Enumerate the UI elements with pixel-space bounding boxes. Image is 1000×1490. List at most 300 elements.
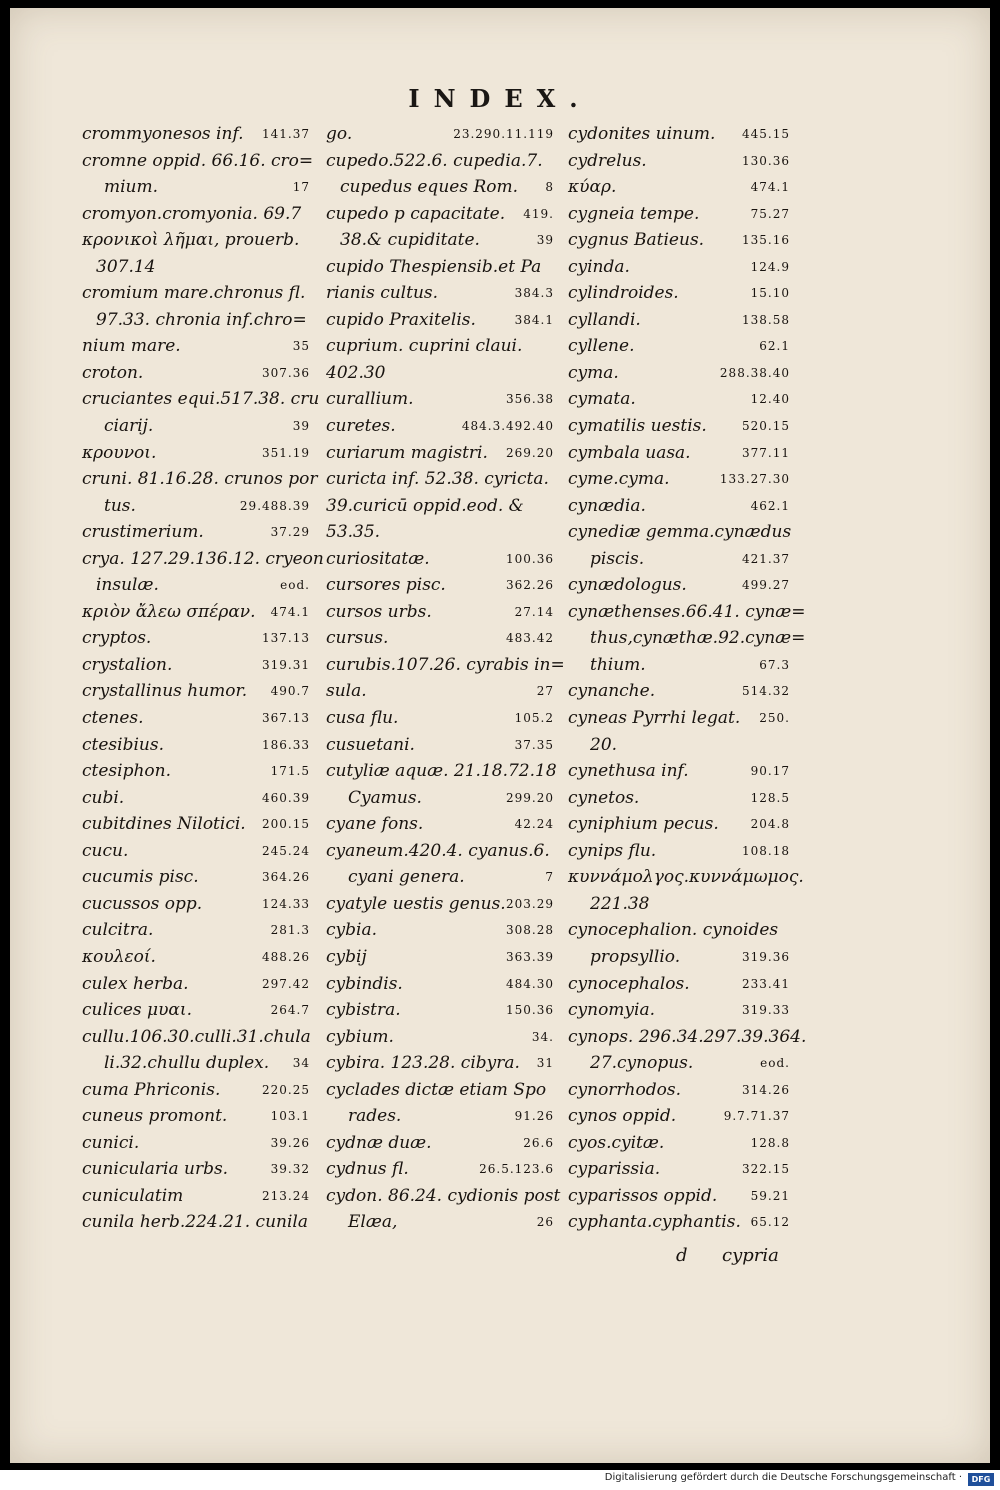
index-entry — [82, 1156, 310, 1183]
entry-reference: 100.36 — [506, 551, 554, 566]
entry-term: cynædologus. — [568, 575, 687, 596]
entry-term: rades. — [348, 1106, 402, 1127]
entry-term: cynocephalos. — [568, 973, 690, 994]
entry-reference: 150.36 — [506, 1003, 554, 1018]
index-entry — [326, 678, 554, 705]
index-entry — [326, 599, 554, 626]
entry-term: cyme.cyma. — [568, 469, 670, 490]
entry-reference: 27.14 — [514, 604, 554, 619]
index-entry — [568, 997, 790, 1024]
index-entry — [568, 386, 790, 413]
index-entry — [568, 1050, 790, 1077]
index-entry — [82, 148, 314, 175]
entry-reference: 460.39 — [262, 790, 310, 805]
entry-term: cyphanta.cyphantis. — [568, 1212, 741, 1233]
index-entry — [82, 1130, 310, 1157]
index-entry — [82, 917, 310, 944]
index-entry — [82, 678, 310, 705]
index-entry — [326, 971, 554, 998]
entry-term: cunici. — [82, 1132, 140, 1153]
entry-term: cyani genera. — [348, 867, 465, 888]
entry-reference: 31 — [536, 1056, 554, 1071]
entry-term: cymata. — [568, 389, 636, 410]
entry-reference: 186.33 — [262, 737, 310, 752]
entry-reference: 322.15 — [742, 1162, 790, 1177]
entry-reference: 128.5 — [750, 790, 790, 805]
index-entry — [568, 1103, 790, 1130]
entry-reference: 90.17 — [750, 764, 790, 779]
entry-reference: 171.5 — [270, 764, 310, 779]
index-entry — [82, 785, 310, 812]
index-entry — [568, 944, 790, 971]
index-entry — [82, 307, 310, 334]
entry-reference: 133.27.30 — [719, 472, 790, 487]
index-entry — [568, 971, 790, 998]
entry-term: cullu.106.30.culli.31.chula — [82, 1026, 311, 1047]
entry-term: cymatilis uestis. — [568, 416, 707, 437]
entry-term: cydrelus. — [568, 150, 647, 171]
entry-term: crommyonesos inf. — [82, 124, 244, 144]
entry-reference: 484.30 — [506, 976, 554, 991]
entry-reference: 135.16 — [742, 233, 790, 248]
signature-mark: d — [676, 1245, 688, 1266]
entry-term: cusa flu. — [326, 708, 399, 729]
entry-reference: 67.3 — [759, 657, 790, 672]
index-entry — [568, 732, 790, 759]
entry-term: cynædia. — [568, 495, 646, 516]
entry-term: cuniculatim — [82, 1185, 184, 1206]
index-entry — [82, 440, 310, 467]
entry-reference: 124.33 — [262, 896, 310, 911]
entry-term: cupido Thespiensib.et Pa — [326, 256, 542, 277]
entry-reference: 27 — [536, 684, 554, 699]
entry-reference: 462.1 — [750, 498, 790, 513]
index-entry — [568, 652, 790, 679]
entry-reference: 8 — [545, 180, 554, 195]
entry-term: culices μυαι. — [82, 1000, 192, 1021]
index-entry — [326, 1209, 554, 1236]
entry-term: cyniphium pecus. — [568, 814, 719, 835]
entry-reference: 124.9 — [750, 259, 790, 274]
entry-term: cupedo.522.6. cupedia.7. — [326, 150, 543, 171]
entry-reference: 367.13 — [262, 711, 310, 726]
entry-term: κύαρ. — [568, 177, 617, 198]
entry-reference: 9.7.71.37 — [723, 1109, 790, 1124]
index-entry — [82, 811, 310, 838]
index-entry — [326, 652, 565, 679]
entry-term: cynetos. — [568, 787, 640, 808]
index-entry — [568, 519, 790, 546]
entry-reference: 15.10 — [750, 286, 790, 301]
index-entry — [82, 599, 310, 626]
entry-reference: 474.1 — [270, 604, 310, 619]
entry-reference: eod. — [280, 578, 310, 593]
entry-term: Cyamus. — [348, 787, 422, 808]
entry-term: cucussos opp. — [82, 893, 203, 914]
entry-term: crystallinus humor. — [82, 681, 248, 702]
entry-term: cyparissos oppid. — [568, 1185, 718, 1206]
entry-term: cynethusa inf. — [568, 761, 689, 782]
index-entry — [568, 1077, 790, 1104]
entry-reference: 364.26 — [262, 870, 310, 885]
entry-reference: 233.41 — [742, 976, 790, 991]
index-entry — [568, 307, 790, 334]
index-entry — [82, 174, 310, 201]
index-entry — [82, 891, 310, 918]
entry-term: sula. — [326, 681, 367, 702]
entry-reference: 42.24 — [514, 817, 554, 832]
entry-reference: 130.36 — [742, 153, 790, 168]
entry-term: cunicularia urbs. — [82, 1159, 229, 1180]
entry-term: cyneas Pyrrhi legat. — [568, 708, 741, 729]
index-entry — [326, 758, 557, 785]
index-entry — [326, 864, 554, 891]
entry-term: 53.35. — [326, 522, 381, 543]
index-entry — [568, 280, 790, 307]
entry-term: cybira. 123.28. cibyra. — [326, 1053, 520, 1074]
index-entry — [568, 1024, 807, 1051]
entry-term: cruni. 81.16.28. crunos por — [82, 469, 318, 490]
index-entry — [326, 121, 554, 148]
index-entry — [82, 758, 310, 785]
entry-reference: 245.24 — [262, 843, 310, 858]
entry-reference: 59.21 — [750, 1188, 790, 1203]
entry-term: 39.curicū oppid.eod. & — [326, 495, 524, 516]
entry-term: cyatyle uestis genus. — [326, 893, 506, 914]
index-entry — [568, 705, 790, 732]
entry-term: cymbala uasa. — [568, 442, 691, 463]
index-entry — [568, 227, 790, 254]
index-entry — [568, 599, 806, 626]
entry-term: cyllandi. — [568, 309, 641, 330]
index-entry — [326, 705, 554, 732]
entry-reference: 363.39 — [506, 949, 554, 964]
entry-reference: 138.58 — [742, 312, 790, 327]
index-entry — [568, 572, 790, 599]
entry-reference: 128.8 — [750, 1135, 790, 1150]
entry-term: cruciantes equi.517.38. cru — [82, 389, 320, 410]
entry-term: piscis. — [590, 548, 645, 569]
entry-reference: 23.290.11.119 — [453, 127, 554, 141]
entry-reference: 474.1 — [750, 180, 790, 195]
entry-term: cupido Praxitelis. — [326, 309, 476, 330]
entry-term: cromium mare.chronus fl. — [82, 283, 306, 304]
index-entry — [82, 838, 310, 865]
entry-term: tus. — [104, 495, 136, 516]
index-entry — [82, 572, 310, 599]
index-entry — [568, 360, 790, 387]
entry-reference: 220.25 — [262, 1082, 310, 1097]
index-entry — [326, 838, 554, 865]
entry-reference: 137.13 — [262, 631, 310, 646]
entry-term: cursos urbs. — [326, 601, 432, 622]
index-entry — [326, 440, 554, 467]
entry-reference: 108.18 — [742, 843, 790, 858]
entry-term: 38.& cupiditate. — [340, 230, 480, 251]
entry-term: crya. 127.29.136.12. cryeon — [82, 548, 324, 569]
index-entry — [82, 1103, 310, 1130]
entry-reference: 362.26 — [506, 578, 554, 593]
index-entry — [568, 811, 790, 838]
entry-reference: 103.1 — [270, 1109, 310, 1124]
entry-reference: 7 — [545, 870, 554, 885]
index-entry — [326, 1024, 554, 1051]
entry-reference: 29.488.39 — [239, 498, 310, 513]
index-entry — [568, 148, 790, 175]
index-entry — [568, 413, 790, 440]
entry-term: curetes. — [326, 416, 396, 437]
entry-term: cydnus fl. — [326, 1159, 409, 1180]
entry-reference: 319.31 — [262, 657, 310, 672]
index-entry — [82, 864, 310, 891]
entry-reference: 297.42 — [262, 976, 310, 991]
index-entry — [326, 1156, 554, 1183]
entry-term: 402.30 — [326, 362, 386, 383]
entry-term: curubis.107.26. cyrabis in= — [326, 654, 565, 675]
entry-term: cydnæ duæ. — [326, 1132, 432, 1153]
entry-reference: 34 — [292, 1056, 310, 1071]
entry-term: cursores pisc. — [326, 575, 446, 596]
index-entry — [326, 413, 554, 440]
entry-reference: 307.36 — [262, 365, 310, 380]
index-entry — [326, 519, 554, 546]
entry-term: cusuetani. — [326, 734, 415, 755]
entry-reference: 384.3 — [514, 286, 554, 301]
entry-term: cygnus Batieus. — [568, 230, 705, 251]
entry-reference: 269.20 — [506, 445, 554, 460]
index-entry — [82, 1209, 310, 1236]
entry-term: cromne oppid. 66.16. cro= — [82, 150, 314, 171]
entry-term: cyparissia. — [568, 1159, 661, 1180]
entry-reference: 499.27 — [742, 578, 790, 593]
entry-reference: 445.15 — [742, 127, 790, 141]
entry-reference: 377.11 — [742, 445, 790, 460]
entry-term: cunila herb.224.21. cunila — [82, 1212, 308, 1233]
entry-term: cybistra. — [326, 1000, 401, 1021]
index-entry — [326, 174, 554, 201]
index-entry — [82, 201, 310, 228]
index-entry — [82, 333, 310, 360]
index-entry — [82, 944, 310, 971]
entry-term: cynæthenses.66.41. cynæ= — [568, 601, 806, 622]
index-entry — [568, 440, 790, 467]
index-entry — [326, 1130, 554, 1157]
index-entry — [82, 254, 310, 281]
entry-reference: 17 — [292, 180, 310, 195]
entry-term: cromyon.cromyonia. 69.7 — [82, 203, 302, 224]
entry-reference: 490.7 — [270, 684, 310, 699]
index-entry — [568, 1183, 790, 1210]
entry-term: cynediæ gemma.cynædus — [568, 522, 792, 543]
entry-term: 221.38 — [590, 893, 650, 914]
entry-term: cubi. — [82, 787, 125, 808]
index-entry — [326, 891, 554, 918]
dfg-logo: DFG — [968, 1473, 994, 1486]
entry-reference: 141.37 — [262, 127, 310, 141]
index-entry — [568, 121, 790, 148]
index-entry — [82, 546, 324, 573]
entry-term: cydonites uinum. — [568, 124, 716, 144]
entry-reference: 250. — [759, 711, 790, 726]
index-entry — [82, 971, 310, 998]
index-entry — [326, 466, 554, 493]
entry-reference: 299.20 — [506, 790, 554, 805]
index-entry — [82, 652, 310, 679]
entry-term: cupedus eques Rom. — [340, 177, 519, 198]
entry-reference: 384.1 — [514, 312, 554, 327]
index-entry — [326, 811, 554, 838]
entry-term: cylindroides. — [568, 283, 679, 304]
index-entry — [326, 572, 554, 599]
index-entry — [82, 360, 310, 387]
index-entry — [326, 944, 554, 971]
entry-term: cursus. — [326, 628, 389, 649]
index-entry — [326, 148, 554, 175]
index-entry — [82, 997, 310, 1024]
entry-term: Elæa, — [348, 1212, 398, 1233]
index-entry — [568, 1130, 790, 1157]
entry-reference: 39.32 — [270, 1162, 310, 1177]
entry-term: curiarum magistri. — [326, 442, 488, 463]
entry-reference: 264.7 — [270, 1003, 310, 1018]
entry-reference: 308.28 — [506, 923, 554, 938]
entry-term: li.32.chullu duplex. — [104, 1053, 270, 1074]
entry-reference: 419. — [523, 206, 554, 221]
entry-term: culex herba. — [82, 973, 189, 994]
index-entry — [326, 360, 554, 387]
index-entry — [326, 1077, 554, 1104]
entry-term: cygneia tempe. — [568, 203, 700, 224]
entry-reference: 484.3.492.40 — [461, 419, 554, 434]
index-entry — [568, 864, 804, 891]
index-entry — [82, 413, 310, 440]
entry-term: rianis cultus. — [326, 283, 439, 304]
entry-term: 307.14 — [96, 256, 156, 277]
entry-term: cynocephalion. cynoides — [568, 920, 779, 941]
index-entry — [568, 758, 790, 785]
book-page — [10, 8, 990, 1463]
entry-term: cynomyia. — [568, 1000, 656, 1021]
entry-term: cyos.cyitæ. — [568, 1132, 665, 1153]
entry-term: cynos oppid. — [568, 1106, 677, 1127]
entry-reference: 514.32 — [742, 684, 790, 699]
entry-reference: 319.33 — [742, 1003, 790, 1018]
entry-term: ctenes. — [82, 708, 144, 729]
entry-reference: 105.2 — [514, 711, 554, 726]
entry-term: thium. — [590, 654, 646, 675]
entry-term: cyane fons. — [326, 814, 424, 835]
entry-reference: 314.26 — [742, 1082, 790, 1097]
entry-term: crystalion. — [82, 654, 173, 675]
entry-reference: 319.36 — [742, 949, 790, 964]
entry-term: cybium. — [326, 1026, 394, 1047]
index-entry — [82, 227, 310, 254]
index-entry — [568, 917, 790, 944]
catchword-line — [10, 1245, 990, 1275]
entry-reference: 12.40 — [750, 392, 790, 407]
entry-term: curiositatæ. — [326, 548, 430, 569]
entry-term: κυννάμολγος.κυννάμωμος. — [568, 867, 804, 888]
entry-term: 27.cynopus. — [590, 1053, 694, 1074]
entry-term: ciarij. — [104, 416, 154, 437]
entry-term: cyllene. — [568, 336, 635, 357]
index-entry — [326, 625, 554, 652]
index-entry — [568, 785, 790, 812]
entry-term: cuneus promont. — [82, 1106, 228, 1127]
index-entry — [568, 333, 790, 360]
index-entry — [568, 1209, 790, 1236]
entry-term: thus,cynæthæ.92.cynæ= — [590, 628, 806, 649]
entry-term: κρουνοι. — [82, 442, 157, 463]
entry-reference: 26 — [536, 1215, 554, 1230]
index-entry — [568, 891, 790, 918]
entry-term: cyclades dictæ etiam Spo — [326, 1079, 547, 1100]
entry-reference: 213.24 — [262, 1188, 310, 1203]
entry-reference: 421.37 — [742, 551, 790, 566]
index-entry — [568, 201, 790, 228]
entry-reference: 203.29 — [506, 896, 554, 911]
index-entry — [326, 254, 554, 281]
entry-term: curallium. — [326, 389, 414, 410]
index-entry — [326, 493, 554, 520]
index-entry — [82, 1077, 310, 1104]
entry-term: go. — [326, 124, 353, 144]
footer-credit: Digitalisierung gefördert durch die Deutsche Forschungsgemeinschaft · — [604, 1472, 962, 1483]
index-entry — [326, 386, 554, 413]
entry-term: cyinda. — [568, 256, 630, 277]
index-entry — [568, 625, 806, 652]
entry-term: cutyliæ aquæ. 21.18.72.18 — [326, 761, 557, 782]
entry-term: propsyllio. — [590, 946, 681, 967]
entry-term: cynips flu. — [568, 840, 657, 861]
entry-term: cucu. — [82, 840, 129, 861]
entry-reference: 356.38 — [506, 392, 554, 407]
entry-term: cyaneum.420.4. cyanus.6. — [326, 840, 550, 861]
entry-term: cybij — [326, 946, 367, 967]
entry-reference: 75.27 — [750, 206, 790, 221]
entry-term: cyma. — [568, 362, 619, 383]
index-entry — [568, 493, 790, 520]
entry-reference: 35 — [292, 339, 310, 354]
entry-reference: 200.15 — [262, 817, 310, 832]
entry-reference: 91.26 — [514, 1109, 554, 1124]
entry-term: κρονικοὶ λῆμαι, prouerb. — [82, 230, 300, 251]
entry-reference: 39 — [536, 233, 554, 248]
index-entry — [326, 227, 554, 254]
index-entry — [326, 333, 554, 360]
entry-reference: 520.15 — [742, 419, 790, 434]
index-entry — [568, 546, 790, 573]
index-entry — [326, 997, 554, 1024]
index-entry — [568, 174, 790, 201]
entry-term: insulæ. — [96, 575, 159, 596]
index-entry — [82, 121, 310, 148]
entry-term: crustimerium. — [82, 522, 204, 543]
index-entry — [568, 466, 790, 493]
entry-term: cuma Phriconis. — [82, 1079, 221, 1100]
index-entry — [326, 732, 554, 759]
entry-term: cuprium. cuprini claui. — [326, 336, 523, 357]
entry-reference: 204.8 — [750, 817, 790, 832]
entry-reference: 288.38.40 — [719, 365, 790, 380]
index-entry — [326, 785, 554, 812]
index-entry — [326, 1103, 554, 1130]
index-entry — [82, 519, 310, 546]
entry-reference: 26.5.123.6 — [479, 1162, 554, 1177]
index-entry — [568, 838, 790, 865]
entry-term: curicta inf. 52.38. cyricta. — [326, 469, 549, 490]
entry-term: ctesiphon. — [82, 761, 171, 782]
